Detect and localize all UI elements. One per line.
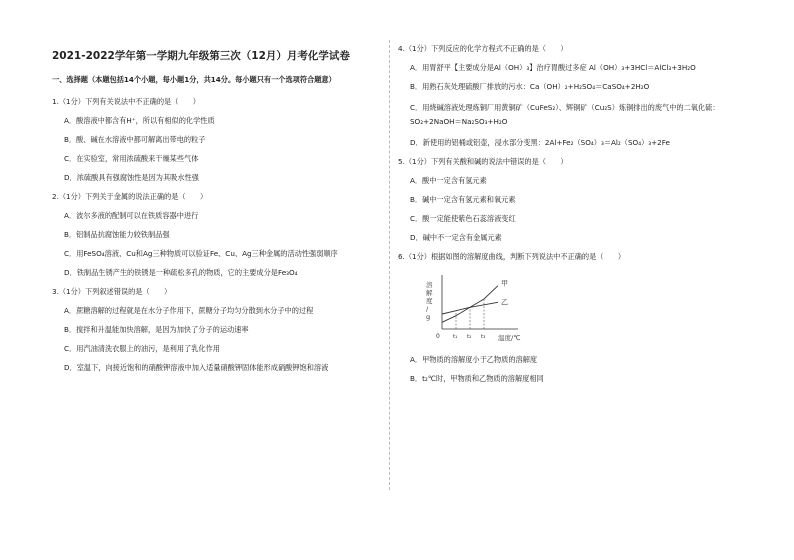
question-3-option-c: C．用汽油清洗衣服上的油污，是利用了乳化作用 xyxy=(64,344,220,353)
x-tick-label: t₃ xyxy=(481,334,486,340)
section-heading: 一、选择题（本题包括14个小题，每小题1分，共14分。每小题只有一个选项符合题意） xyxy=(52,75,336,84)
question-4-stem: 4.（1分）下列反应的化学方程式不正确的是（ ） xyxy=(398,44,568,53)
question-3-option-a: A．蔗糖溶解的过程就是在水分子作用下，蔗糖分子均匀分散到水分子中的过程 xyxy=(64,306,314,315)
series-label-1: 甲 xyxy=(501,279,508,288)
question-4-option-b: B．用熟石灰处理硫酸厂排放的污水：Ca（OH）₂+H₂SO₄＝CaSO₄+2H₂O xyxy=(410,82,650,91)
question-5-option-d: D．碱中不一定含有金属元素 xyxy=(410,233,502,242)
question-4-option-d: D．新使用的铝桶或铝壶，浸水部分变黑：2Al+Fe₂（SO₄）₃＝Al₂（SO₄）₃+2Fe xyxy=(410,138,670,147)
y-axis-label-char: / xyxy=(426,305,429,313)
question-6-option-b: B．t₂℃时，甲物质和乙物质的溶解度相同 xyxy=(410,374,544,383)
page-title: 2021-2022学年第一学期九年级第三次（12月）月考化学试卷 xyxy=(52,50,350,62)
question-3-stem: 3.（1分）下列叙述错误的是（ ） xyxy=(52,287,172,296)
question-1-option-b: B．酸、碱在水溶液中都可解离出带电的粒子 xyxy=(64,135,206,144)
question-2-option-b: B．铝制品抗腐蚀能力较铁制品强 xyxy=(64,230,170,239)
y-axis-label-char: g xyxy=(426,313,431,321)
y-axis-label-char: 解 xyxy=(426,289,433,297)
question-5-stem: 5.（1分）下列有关酸和碱的说法中错误的是（ ） xyxy=(398,157,568,166)
x-axis-label: 温度/℃ xyxy=(498,334,521,342)
origin-label: 0 xyxy=(436,333,440,340)
series-label-2: 乙 xyxy=(501,298,508,307)
x-tick-label: t₂ xyxy=(467,334,472,340)
left-column xyxy=(52,48,382,382)
question-4-option-c: C．用烧碱溶液处理炼铜厂用黄铜矿（CuFeS₂）、辉铜矿（Cu₂S）炼铜排出的废气中的二氧化硫：SO₂+2NaOH＝Na₂SO₃+H₂O xyxy=(410,103,720,126)
question-2-option-a: A．波尔多液的配制可以在铁质容器中进行 xyxy=(64,211,199,220)
y-axis-label-char: 度 xyxy=(426,297,433,305)
x-tick-label: t₁ xyxy=(453,334,458,340)
question-4-option-a: A．用胃舒平【主要成分是Al（OH）₃】治疗胃酸过多症 Al（OH）₃+3HCl＝AlCl₃+3H₂O xyxy=(410,63,696,72)
question-2-stem: 2.（1分）下列关于金属的说法正确的是（ ） xyxy=(52,192,208,201)
y-axis-label-char: 溶 xyxy=(426,281,433,289)
question-3-option-b: B．搅拌和升温能加快溶解，是因为加快了分子的运动速率 xyxy=(64,325,249,334)
question-5-option-a: A．酸中一定含有氢元素 xyxy=(410,176,487,185)
question-1-stem: 1.（1分）下列有关说法中不正确的是（ ） xyxy=(52,97,200,106)
question-5-option-c: C．酸一定能使紫色石蕊溶液变红 xyxy=(410,214,516,223)
series-line-2 xyxy=(442,302,498,314)
solubility-chart xyxy=(420,273,530,343)
question-1-option-d: D．浓硫酸具有强腐蚀性是因为其吸水性强 xyxy=(64,173,199,182)
question-6-stem: 6.（1分）根据如图的溶解度曲线，判断下列说法中不正确的是（ ） xyxy=(398,252,626,261)
question-6-option-a: A．甲物质的溶解度小于乙物质的溶解度 xyxy=(410,355,538,364)
right-column xyxy=(398,44,758,393)
question-2-option-d: D．铁制品生锈产生的铁锈是一种疏松多孔的物质，它的主要成分是Fe₃O₄ xyxy=(64,268,298,277)
question-2-option-c: C．用FeSO₄溶液、Cu和Ag三种物质可以验证Fe、Cu、Ag三种金属的活动性强弱顺序 xyxy=(64,249,338,258)
question-1-option-a: A．酸溶液中都含有H⁺，所以有相似的化学性质 xyxy=(64,116,215,125)
question-3-option-d: D．室温下，向接近饱和的硝酸钾溶液中加入适量硝酸钾固体能形成硝酸钾饱和溶液 xyxy=(64,363,329,372)
question-5-option-b: B．碱中一定含有氢元素和氧元素 xyxy=(410,195,516,204)
question-1-option-c: C．在实验室，常用浓硫酸来干燥某些气体 xyxy=(64,154,199,163)
column-divider xyxy=(389,40,390,490)
